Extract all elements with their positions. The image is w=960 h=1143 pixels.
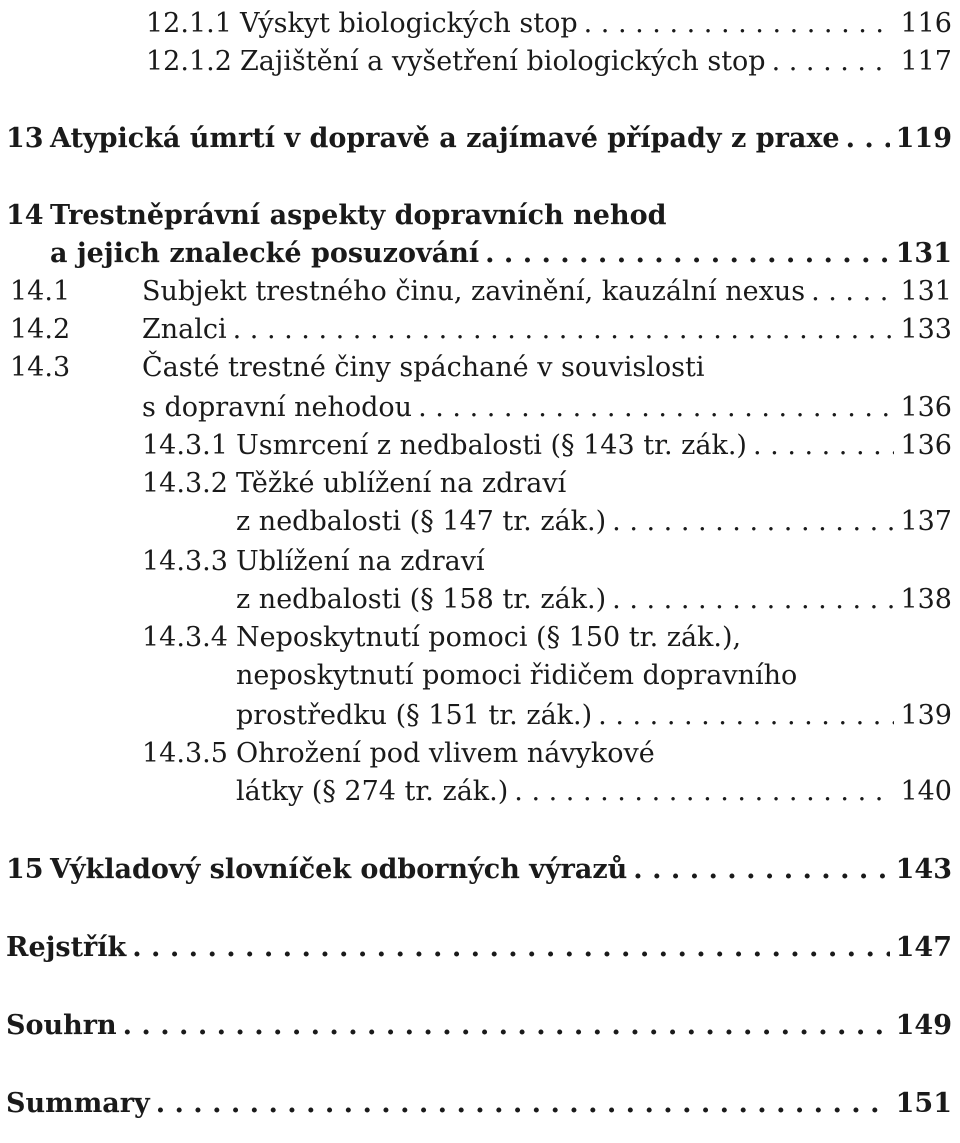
- entry-title: Subjekt trestného činu, zavinění, kauzální nexus: [142, 276, 806, 307]
- toc-entry-14[interactable]: [0, 230, 952, 270]
- entry-title-line-1: Ohrožení pod vlivem návykové: [236, 738, 655, 769]
- toc-entry-14-3-4-line-2: [0, 652, 952, 692]
- entry-title-line-1: Těžké ublížení na zdraví: [236, 468, 567, 499]
- dot-leader: [612, 506, 894, 538]
- entry-title: prostředku (§ 151 tr. zák.): [236, 700, 593, 731]
- entry-page-number: 137: [900, 506, 952, 537]
- toc-entry-14-3[interactable]: [0, 384, 952, 424]
- toc-entry-14-3-3[interactable]: [0, 576, 952, 616]
- entry-title: s dopravní nehodou: [142, 392, 413, 423]
- dot-leader: [811, 276, 894, 308]
- entry-number: 14.3.5: [142, 738, 228, 769]
- toc-entry-13[interactable]: [0, 115, 952, 155]
- dot-leader: [485, 238, 890, 270]
- toc-entry-12-1-2[interactable]: [0, 38, 952, 78]
- entry-number: 15: [6, 854, 44, 885]
- entry-title: Usmrcení z nedbalosti (§ 143 tr. zák.): [236, 430, 747, 461]
- entry-number: 14.3: [10, 352, 71, 383]
- dot-leader: [132, 932, 889, 964]
- entry-number: 12.1.1: [146, 8, 232, 39]
- entry-page-number: 138: [900, 584, 952, 615]
- dot-leader: [772, 46, 895, 78]
- toc-entry-14-3-3-line-1: [0, 538, 952, 578]
- entry-page-number: 133: [900, 314, 952, 345]
- entry-page-number: 151: [895, 1088, 952, 1119]
- entry-page-number: 136: [900, 392, 952, 423]
- dot-leader: [123, 1010, 890, 1042]
- dot-leader: [753, 430, 894, 462]
- entry-title: Výkladový slovníček odborných výrazů: [50, 854, 628, 885]
- entry-number: 14.3.3: [142, 546, 228, 577]
- entry-page-number: 147: [895, 932, 952, 963]
- entry-number: 14.3.2: [142, 468, 228, 499]
- entry-page-number: 131: [900, 276, 952, 307]
- dot-leader: [418, 392, 894, 424]
- entry-page-number: 149: [895, 1010, 952, 1041]
- entry-number: 14.3.1: [142, 430, 228, 461]
- toc-entry-14-3-1[interactable]: [0, 422, 952, 462]
- entry-title: Atypická úmrtí v dopravě a zajímavé případy z praxe: [50, 123, 840, 154]
- entry-number: 14.1: [10, 276, 71, 307]
- toc-entry-14-3-4-line-1: [0, 614, 952, 654]
- entry-page-number: 116: [900, 8, 952, 39]
- toc-entry-12-1-1[interactable]: [0, 0, 952, 40]
- entry-page-number: 136: [900, 430, 952, 461]
- entry-title: Znalci: [142, 314, 227, 345]
- dot-leader: [156, 1088, 890, 1120]
- entry-title-line-2: neposkytnutí pomoci řidičem dopravního: [236, 660, 798, 691]
- toc-entry-14-3-4[interactable]: [0, 692, 952, 732]
- entry-number: 13: [6, 123, 44, 154]
- toc-entry-14-3-line-1: [0, 344, 952, 384]
- toc-entry-15[interactable]: [0, 846, 952, 886]
- entry-title: a jejich znalecké posuzování: [50, 238, 480, 269]
- entry-number: 14: [6, 200, 44, 231]
- entry-title-line-1: Časté trestné činy spáchané v souvislosti: [142, 352, 705, 383]
- entry-title: látky (§ 274 tr. zák.): [236, 776, 509, 807]
- entry-number: 14.3.4: [142, 622, 228, 653]
- toc-entry-14-3-2[interactable]: [0, 498, 952, 538]
- toc-entry-14-3-5-line-1: [0, 730, 952, 770]
- entry-page-number: 119: [895, 123, 952, 154]
- dot-leader: [846, 123, 890, 155]
- entry-page-number: 117: [900, 46, 952, 77]
- toc-entry-14-1[interactable]: [0, 268, 952, 308]
- entry-title-line-1: Ublížení na zdraví: [236, 546, 485, 577]
- toc-entry-summary[interactable]: [0, 1080, 952, 1120]
- dot-leader: [598, 700, 894, 732]
- entry-title: Summary: [6, 1088, 150, 1119]
- entry-number: 14.2: [10, 314, 71, 345]
- entry-title: z nedbalosti (§ 158 tr. zák.): [236, 584, 607, 615]
- entry-page-number: 143: [895, 854, 952, 885]
- entry-title: Souhrn: [6, 1010, 117, 1041]
- entry-title: Zajištění a vyšetření biologických stop: [240, 46, 766, 77]
- toc-entry-14-3-5[interactable]: [0, 768, 952, 808]
- dot-leader: [612, 584, 894, 616]
- entry-page-number: 139: [900, 700, 952, 731]
- toc-entry-14-line-1: [0, 192, 952, 232]
- entry-title: z nedbalosti (§ 147 tr. zák.): [236, 506, 607, 537]
- dot-leader: [633, 854, 889, 886]
- toc-entry-souhrn[interactable]: [0, 1002, 952, 1042]
- entry-page-number: 131: [895, 238, 952, 269]
- entry-title-line-1: Neposkytnutí pomoci (§ 150 tr. zák.),: [236, 622, 742, 653]
- entry-number: 12.1.2: [146, 46, 232, 77]
- dot-leader: [584, 8, 895, 40]
- toc-entry-rejstrik[interactable]: [0, 924, 952, 964]
- dot-leader: [514, 776, 894, 808]
- entry-title-line-1: Trestněprávní aspekty dopravních nehod: [50, 200, 667, 231]
- entry-page-number: 140: [900, 776, 952, 807]
- entry-title: Rejstřík: [6, 932, 127, 963]
- entry-title: Výskyt biologických stop: [240, 8, 578, 39]
- toc-entry-14-2[interactable]: [0, 306, 952, 346]
- dot-leader: [233, 314, 895, 346]
- toc-entry-14-3-2-line-1: [0, 460, 952, 500]
